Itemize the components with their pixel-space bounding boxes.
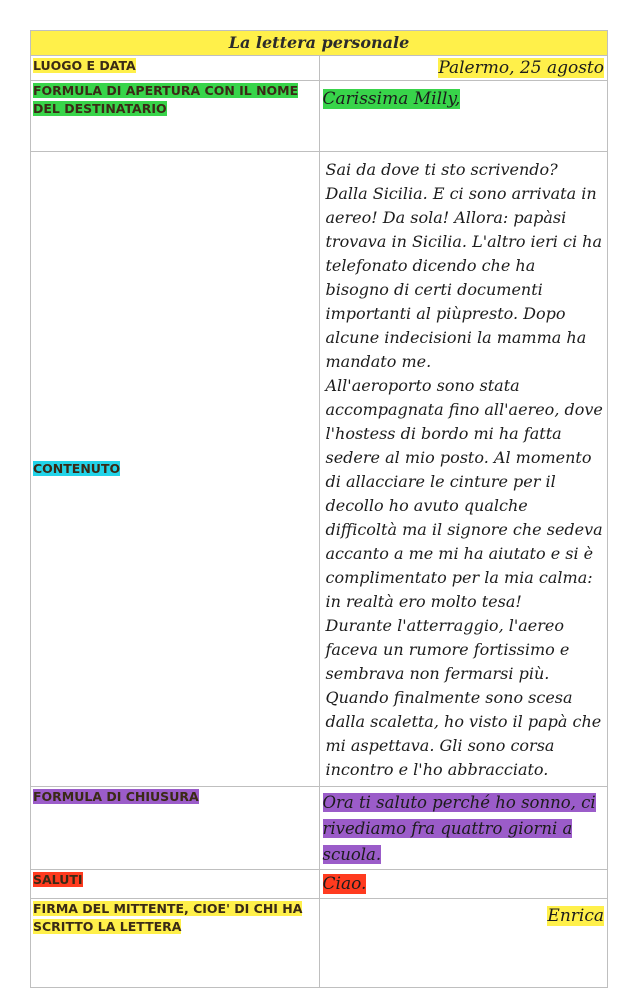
label-place-date: LUOGO E DATA bbox=[33, 58, 136, 73]
label-content: CONTENUTO bbox=[33, 461, 121, 476]
value-cell-closing bbox=[319, 787, 608, 870]
value-cell-content bbox=[319, 152, 608, 787]
label-cell-greeting bbox=[31, 870, 320, 899]
label-cell-place-date bbox=[31, 56, 320, 81]
title-row bbox=[31, 31, 608, 56]
place-date-text: Palermo, 25 agosto bbox=[438, 58, 604, 78]
opening-text: Carissima Milly, bbox=[322, 89, 461, 109]
title-cell bbox=[31, 31, 608, 56]
content-text: Sai da dove ti sto scrivendo? Dalla Sicilia. E ci sono arrivata in aereo! Da sola! Allora: papàsi trovava in Sicilia. L'altro ieri ci ha telefonato dicendo che ha bisogno di certi documenti importanti al piùpresto. Dopo alcune indecisioni la mamma ha mandato me. All'aeroporto sono stata accompagnata fino all'aereo, dove l'hostess di bordo mi ha fatta sedere al mio posto. Al momento di allacciare le cinture per il decollo ho avuto qualche difficoltà ma il signore che sedeva accanto a me mi ha aiutato e si è complimentato per la mia calma: in realtà ero molto tesa! Durante l'atterraggio, l'aereo faceva un rumore fortissimo e sembrava non fermarsi più. Quando finalmente sono scesa dalla scaletta, ho visto il papà che mi aspettava. Gli sono corsa incontro e l'ho abbracciato. bbox=[325, 160, 603, 779]
row-content bbox=[31, 152, 608, 787]
value-cell-greeting bbox=[319, 870, 608, 899]
value-cell-signature bbox=[319, 899, 608, 988]
label-cell-closing bbox=[31, 787, 320, 870]
label-signature: FIRMA DEL MITTENTE, CIOE' DI CHI HA SCRITTO LA LETTERA bbox=[33, 901, 303, 934]
row-signature bbox=[31, 899, 608, 988]
signature-text: Enrica bbox=[547, 906, 604, 926]
label-greeting: SALUTI bbox=[33, 872, 83, 887]
label-cell-opening bbox=[31, 81, 320, 152]
greeting-text: Ciao. bbox=[322, 874, 367, 894]
row-opening bbox=[31, 81, 608, 152]
label-cell-content bbox=[31, 152, 320, 787]
label-cell-signature bbox=[31, 899, 320, 988]
letter-worksheet bbox=[30, 30, 608, 988]
label-closing: FORMULA DI CHIUSURA bbox=[33, 789, 199, 804]
row-place-date bbox=[31, 56, 608, 81]
value-cell-opening bbox=[319, 81, 608, 152]
row-greeting bbox=[31, 870, 608, 899]
label-opening: FORMULA DI APERTURA CON IL NOME DEL DESTINATARIO bbox=[33, 83, 299, 116]
closing-text: Ora ti saluto perché ho sonno, ci rivediamo fra quattro giorni a scuola. bbox=[322, 793, 596, 864]
letter-table bbox=[30, 30, 608, 988]
page-title: La lettera personale bbox=[228, 33, 410, 52]
row-closing bbox=[31, 787, 608, 870]
value-cell-place-date bbox=[319, 56, 608, 81]
